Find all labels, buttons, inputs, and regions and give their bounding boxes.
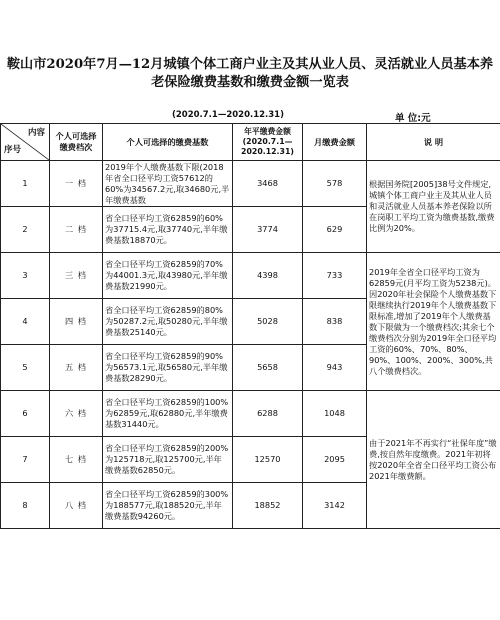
table-header-row bbox=[1, 124, 500, 161]
note-cell-1: 根据国务院[2005]38号文件规定,城镇个体工商户业主及其从业人员和灵活就业人员基本养老保险以所在岗职工平均工资为缴费基数,缴费比例为20%。 bbox=[367, 161, 500, 253]
header-content: 内容 bbox=[27, 128, 45, 138]
row-base: 省全口径平均工资62859的80%为50287.2元,取50280元,半年缴费基数25140元。 bbox=[103, 299, 233, 345]
row-base: 省全口径平均工资62859的90%为56573.1元,取56580元,半年缴费基数28290元。 bbox=[103, 345, 233, 391]
row-number: 5 bbox=[1, 345, 50, 391]
header-yearly-line-3: 2020.12.31) bbox=[241, 147, 294, 156]
header-level-line-2: 缴费档次 bbox=[59, 142, 93, 152]
note-cell-3: 由于2021年不再实行“社保年度”缴费,按自然年度缴费。2021年初将按2020年全省全口径平均工资公布2021年缴费额。 bbox=[367, 391, 500, 529]
row-level: 二 档 bbox=[50, 207, 103, 253]
period-label: (2020.7.1—2020.12.31) bbox=[172, 110, 284, 120]
row-level: 三 档 bbox=[50, 253, 103, 299]
row-yearly: 4398 bbox=[233, 253, 303, 299]
row-yearly: 18852 bbox=[233, 483, 303, 529]
header-seq: 序号 bbox=[4, 145, 22, 155]
row-level: 七 档 bbox=[50, 437, 103, 483]
row-yearly: 3468 bbox=[233, 161, 303, 207]
note-cell-2: 2019年全省全口径平均工资为62859元(月平均工资为5238元)。因2020年社会保险个人缴费基数下限继续执行2019年个人缴费基数下限标准,增加了2019年个人缴费基数下限做为一个缴费档次;其余七个缴费档次分别为2019年全口径平均工资的60%、70%、80%、90%、100%、200%、300%,共八个缴费档次。 bbox=[367, 253, 500, 391]
header-yearly bbox=[233, 124, 303, 161]
row-number: 8 bbox=[1, 483, 50, 529]
row-base: 省全口径平均工资62859的70%为44001.3元,取43980元,半年缴费基数21990元。 bbox=[103, 253, 233, 299]
table-row bbox=[1, 161, 500, 207]
row-base: 省全口径平均工资62859的200%为125718元,取125700元,半年缴费基数62850元。 bbox=[103, 437, 233, 483]
row-level: 六 档 bbox=[50, 391, 103, 437]
header-monthly: 月缴费金额 bbox=[303, 124, 367, 161]
header-content-seq-cell bbox=[1, 124, 50, 161]
row-level: 四 档 bbox=[50, 299, 103, 345]
row-monthly: 2095 bbox=[303, 437, 367, 483]
row-yearly: 3774 bbox=[233, 207, 303, 253]
title-line-2: 老保险缴费基数和缴费金额一览表 bbox=[151, 75, 349, 90]
row-yearly: 6288 bbox=[233, 391, 303, 437]
row-monthly: 943 bbox=[303, 345, 367, 391]
header-yearly-line-1: 年平缴费金额 bbox=[244, 127, 291, 136]
row-number: 2 bbox=[1, 207, 50, 253]
title-line-1: 鞍山市2020年7月—12月城镇个体工商户业主及其从业人员、灵活就业人员基本养 bbox=[6, 57, 494, 72]
row-number: 4 bbox=[1, 299, 50, 345]
row-base: 2019年个人缴费基数下限(2018年省全口径平均工资57612的60%为34567.2元,取34680元,半年缴费基数 bbox=[103, 161, 233, 207]
header-yearly-line-2: (2020.7.1— bbox=[242, 137, 293, 146]
row-level: 一 档 bbox=[50, 161, 103, 207]
row-yearly: 12570 bbox=[233, 437, 303, 483]
row-yearly: 5658 bbox=[233, 345, 303, 391]
table-row bbox=[1, 253, 500, 299]
row-number: 3 bbox=[1, 253, 50, 299]
row-monthly: 1048 bbox=[303, 391, 367, 437]
row-monthly: 838 bbox=[303, 299, 367, 345]
row-level: 五 档 bbox=[50, 345, 103, 391]
row-monthly: 578 bbox=[303, 161, 367, 207]
row-base: 省全口径平均工资62859的300%为188577元,取188520元,半年缴费基数94260元。 bbox=[103, 483, 233, 529]
row-number: 6 bbox=[1, 391, 50, 437]
row-monthly: 733 bbox=[303, 253, 367, 299]
row-base: 省全口径平均工资62859的100%为62859元,取62880元,半年缴费基数31440元。 bbox=[103, 391, 233, 437]
document-title bbox=[0, 56, 500, 92]
header-note: 说 明 bbox=[367, 124, 500, 161]
row-number: 1 bbox=[1, 161, 50, 207]
row-base: 省全口径平均工资62859的60%为37715.4元,取37740元,半年缴费基数18870元。 bbox=[103, 207, 233, 253]
header-base: 个人可选择的缴费基数 bbox=[103, 124, 233, 161]
row-monthly: 629 bbox=[303, 207, 367, 253]
row-monthly: 3142 bbox=[303, 483, 367, 529]
header-level-line-1: 个人可选择 bbox=[55, 131, 97, 141]
row-level: 八 档 bbox=[50, 483, 103, 529]
row-yearly: 5028 bbox=[233, 299, 303, 345]
row-number: 7 bbox=[1, 437, 50, 483]
unit-label: 单 位:元 bbox=[395, 113, 431, 124]
fee-table bbox=[0, 123, 500, 529]
header-level bbox=[50, 124, 103, 161]
table-row bbox=[1, 391, 500, 437]
